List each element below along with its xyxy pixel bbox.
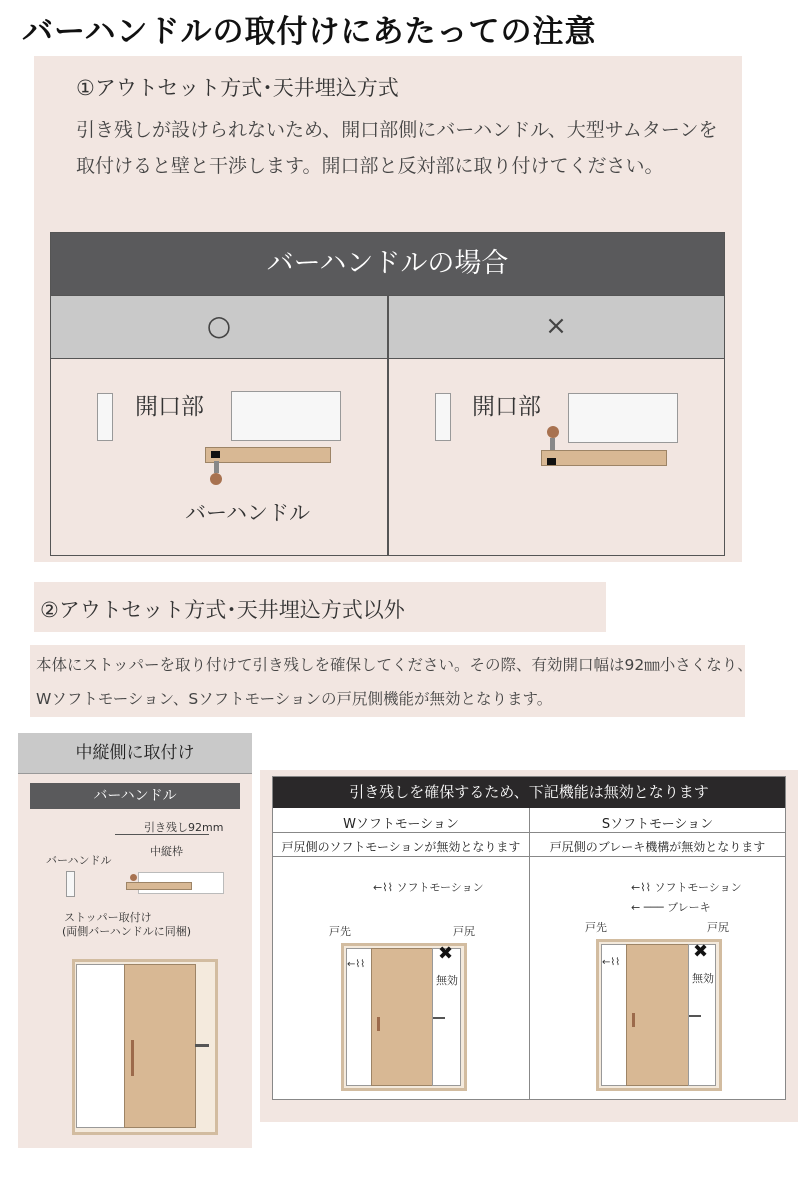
handle-stem-ok bbox=[214, 461, 219, 473]
door-rail-ng bbox=[541, 450, 667, 466]
s-legend-soft-icon: ←⌇⌇ bbox=[631, 881, 655, 894]
right-header bbox=[273, 777, 785, 808]
row-line-1 bbox=[273, 832, 785, 833]
w-handle bbox=[377, 1017, 380, 1031]
left-panel-header bbox=[30, 783, 240, 809]
label-stopper-1: ストッパー取付け bbox=[64, 911, 152, 924]
ok-symbol-text: ○ bbox=[206, 309, 232, 342]
w-legend-soft-icon: ←⌇⌇ bbox=[373, 881, 397, 894]
door-panel-ok bbox=[231, 391, 341, 441]
left-panel-tab-text: 中縦側に取付け bbox=[75, 743, 195, 763]
label-stopper-2: (両側バーハンドルに同梱) bbox=[62, 925, 192, 938]
w-desc: 戸尻側のソフトモーションが無効となります bbox=[281, 840, 521, 854]
w-door bbox=[371, 948, 433, 1086]
s-legend-brake bbox=[631, 899, 711, 915]
opening-label-ok: 開口部 bbox=[135, 394, 204, 420]
w-invalid-x-icon: ✖ bbox=[438, 943, 454, 964]
left-panel-tab bbox=[18, 733, 252, 774]
s-invalid: 無効 bbox=[692, 972, 714, 985]
door-handle bbox=[131, 1040, 134, 1076]
latch-ok bbox=[211, 451, 220, 458]
label-hikinokoshi: 引き残し92mm bbox=[144, 821, 224, 834]
handle-knob-ng bbox=[547, 426, 559, 438]
latch-ng bbox=[547, 458, 556, 465]
bar-handle-table bbox=[50, 232, 725, 556]
label-naka-tate: 中縦枠 bbox=[150, 845, 183, 858]
door-panel-ng bbox=[568, 393, 678, 443]
w-tosaki: 戸先 bbox=[329, 925, 351, 938]
s-title: Sソフトモーション bbox=[601, 817, 714, 832]
s-tojiri: 戸尻 bbox=[707, 921, 729, 934]
wall-stub bbox=[66, 871, 75, 897]
handle-knob-ok bbox=[210, 473, 222, 485]
ok-symbol bbox=[51, 295, 387, 357]
fixed-panel bbox=[76, 964, 126, 1128]
s-stopper bbox=[689, 1015, 701, 1017]
s-tosaki: 戸先 bbox=[585, 921, 607, 934]
ng-symbol-text: × bbox=[545, 311, 567, 341]
s-invalid-x-icon: ✖ bbox=[693, 941, 709, 962]
bar-handle-label: バーハンドル bbox=[185, 501, 310, 525]
handle-stem-ng bbox=[550, 438, 555, 450]
right-header-text: 引き残しを確保するため、下記機能は無効となります bbox=[349, 783, 709, 801]
ng-symbol bbox=[388, 295, 724, 357]
s-legend-soft-text: ソフトモーション bbox=[654, 881, 742, 894]
left-panel bbox=[18, 733, 252, 1148]
table-header bbox=[51, 233, 724, 295]
w-legend-soft bbox=[373, 879, 484, 895]
s-legend-soft bbox=[631, 879, 742, 895]
section1-body: 引き残しが設けられないため、開口部側にバーハンドル、大型サムターンを取付けると壁と干渉します。開口部と反対部に取り付けてください。 bbox=[76, 119, 718, 177]
door-rail-ok bbox=[205, 447, 331, 463]
right-table bbox=[272, 776, 786, 1100]
w-invalid: 無効 bbox=[436, 974, 458, 987]
s-handle bbox=[632, 1013, 635, 1027]
wall-left-ng bbox=[435, 393, 451, 441]
s-legend-brake-icon: ← ─── bbox=[631, 901, 668, 914]
opening-label-ng: 開口部 bbox=[472, 394, 541, 420]
row-line-2 bbox=[273, 856, 785, 857]
section1-heading: ①アウトセット方式･天井埋込方式 bbox=[76, 76, 399, 100]
s-legend-brake-text: ブレーキ bbox=[667, 901, 711, 914]
s-soft-wave-icon: ←⌇⌇ bbox=[602, 957, 621, 968]
sliding-door bbox=[124, 964, 196, 1128]
dim-line bbox=[115, 834, 209, 835]
rail-top bbox=[126, 882, 192, 890]
w-legend-soft-text: ソフトモーション bbox=[396, 881, 484, 894]
w-tojiri: 戸尻 bbox=[453, 925, 475, 938]
stopper-piece bbox=[195, 1044, 209, 1047]
s-door bbox=[626, 944, 689, 1086]
label-bar-handle: バーハンドル bbox=[46, 854, 112, 867]
s-desc: 戸尻側のブレーキ機構が無効となります bbox=[549, 840, 766, 854]
w-title: Wソフトモーション bbox=[343, 817, 459, 832]
section2-body: 本体にストッパーを取り付けて引き残しを確保してください。その際、有効開口幅は92㎜小さくなり、Wソフトモーション、Sソフトモーションの戸尻側機能が無効となります。 bbox=[36, 656, 753, 708]
section2-heading: ②アウトセット方式･天井埋込方式以外 bbox=[40, 598, 405, 622]
page-title: バーハンドルの取付けにあたっての注意 bbox=[22, 14, 597, 50]
left-panel-header-text: バーハンドル bbox=[93, 788, 177, 804]
wall-left-ok bbox=[97, 393, 113, 441]
w-stopper bbox=[433, 1017, 445, 1019]
stopper-knob bbox=[130, 874, 137, 881]
table-header-text: バーハンドルの場合 bbox=[266, 248, 509, 279]
w-soft-wave-icon: ←⌇⌇ bbox=[347, 959, 366, 970]
